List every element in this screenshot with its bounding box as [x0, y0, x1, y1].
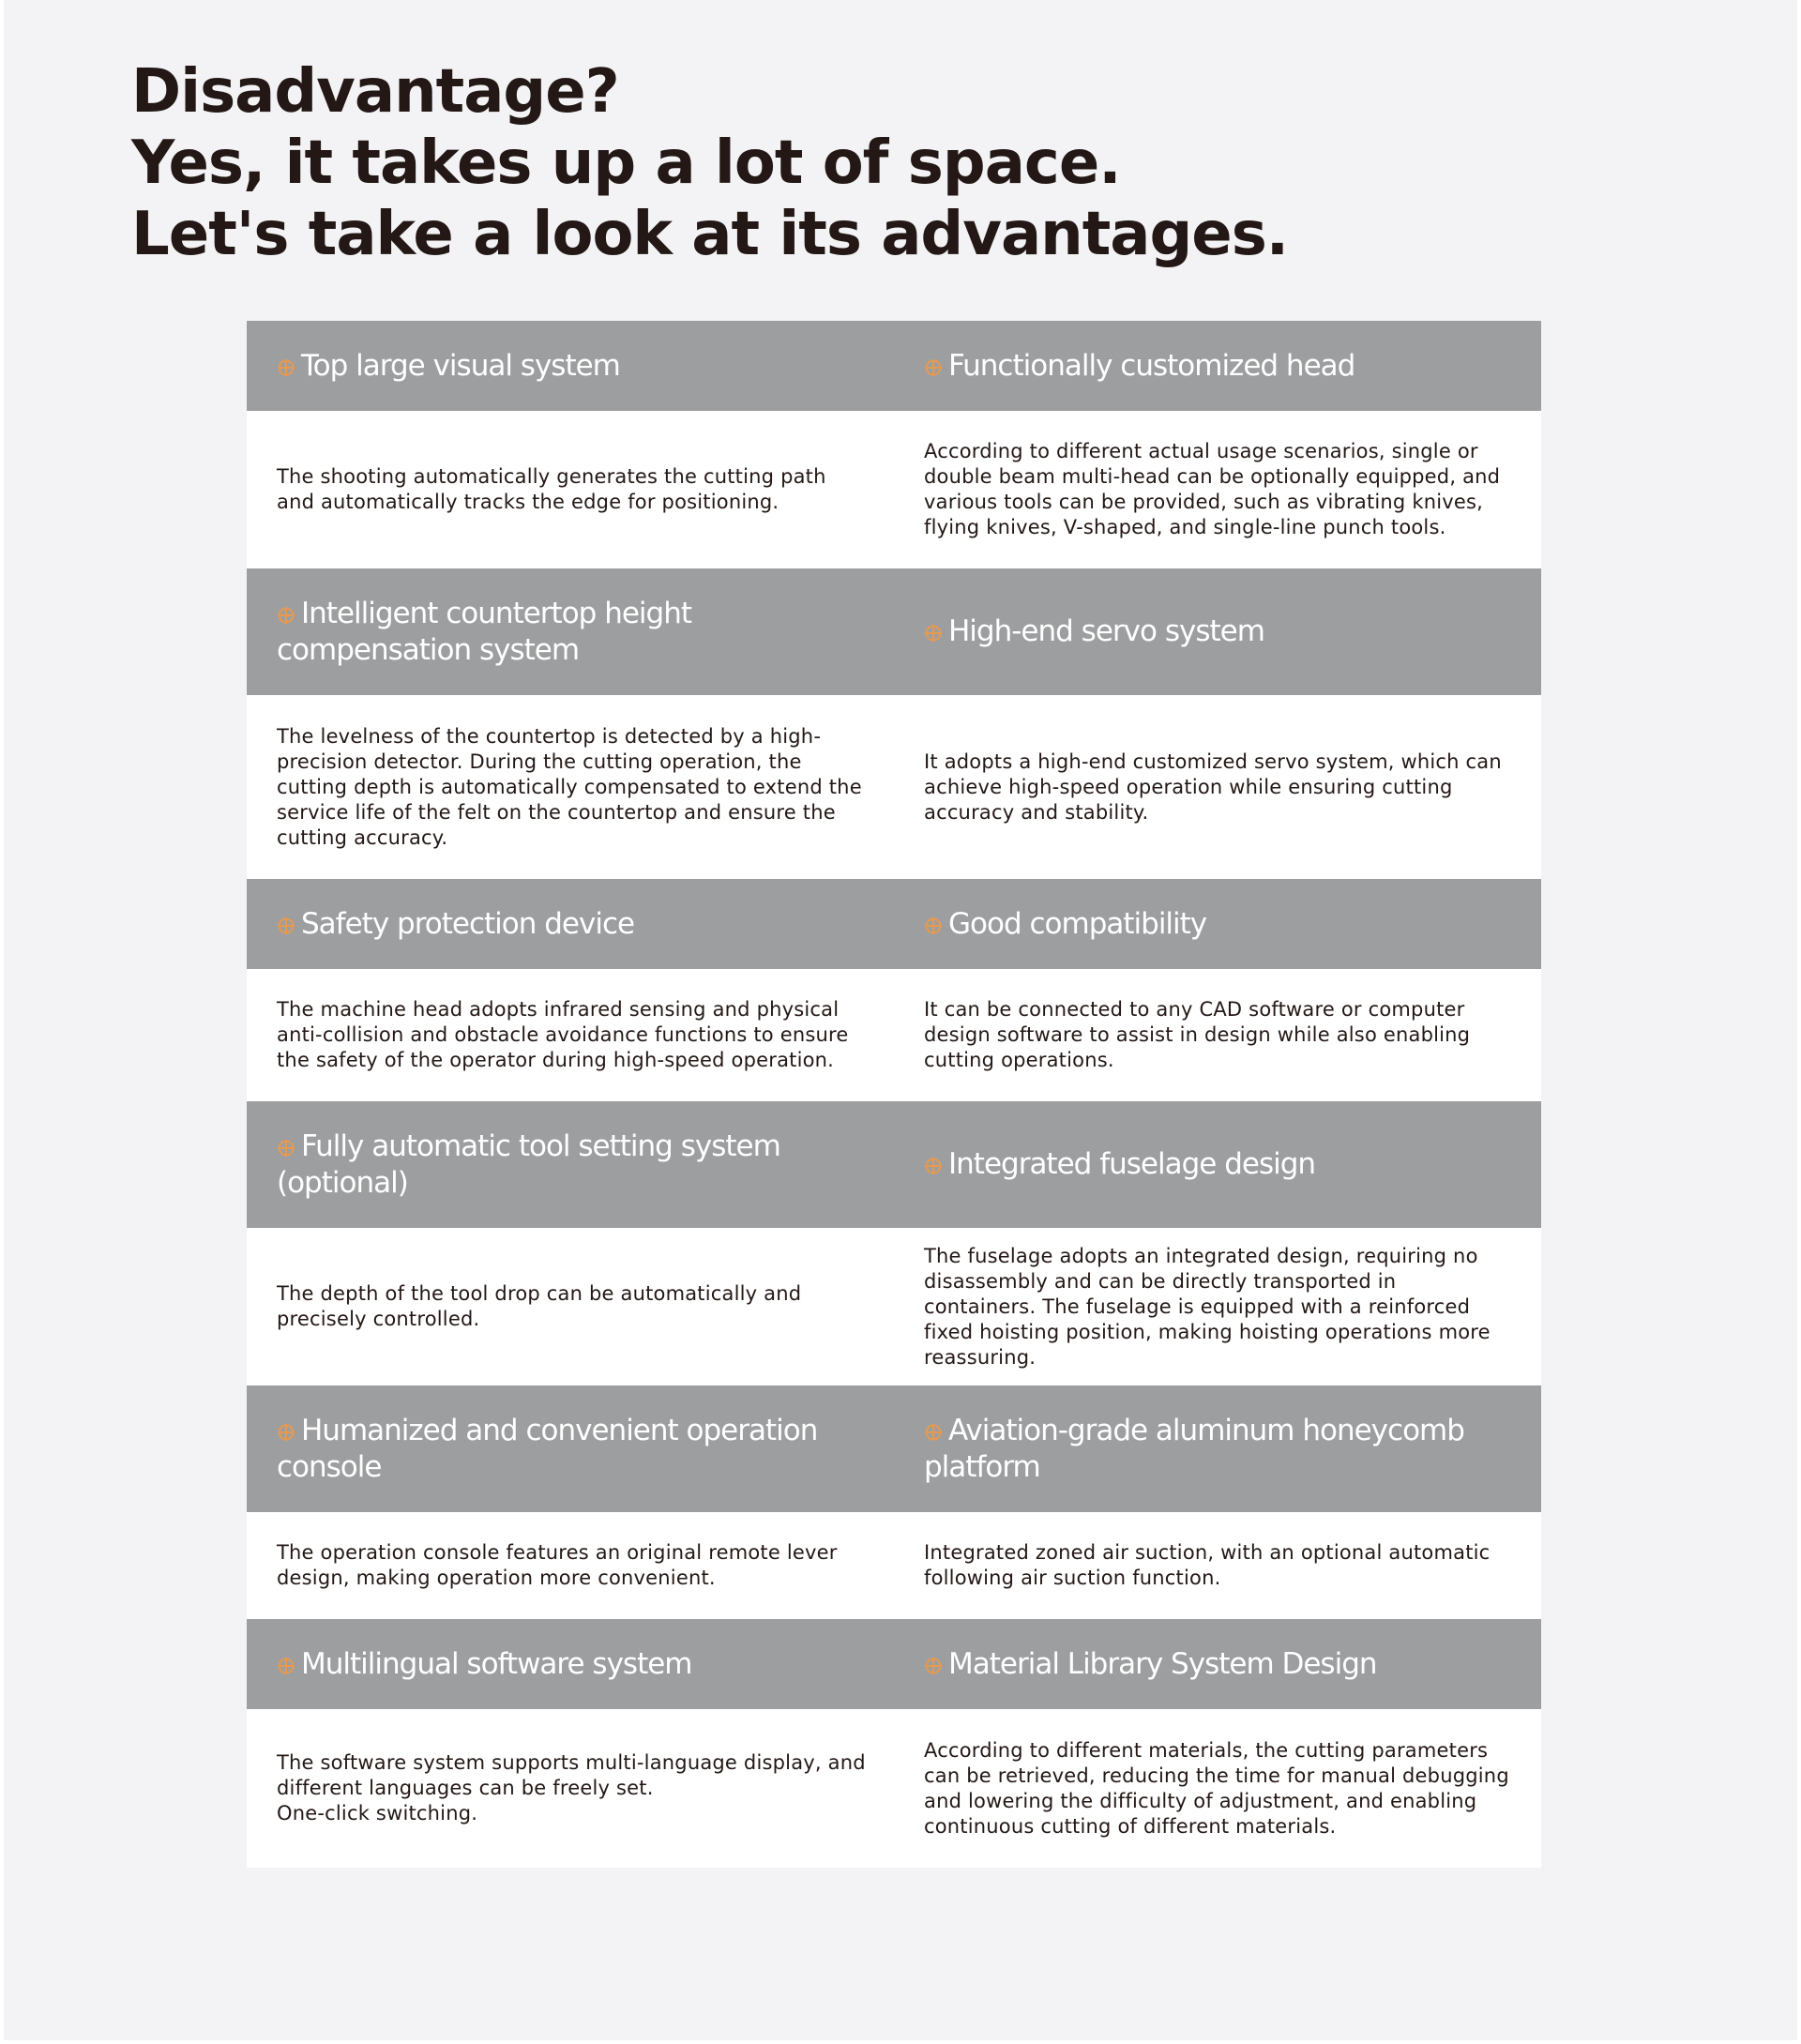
feature-header [894, 1101, 1541, 1228]
feature-title [924, 1413, 1513, 1486]
feature-title-label: Good compatibility [948, 906, 1207, 941]
feature-title [277, 348, 620, 385]
feature-header [247, 1385, 894, 1512]
headline-line-1: Disadvantage? [131, 57, 619, 127]
feature-title [277, 906, 634, 943]
feature-header [247, 879, 894, 969]
target-bullet-icon [924, 1415, 943, 1433]
feature-title-label: Safety protection device [301, 906, 635, 941]
target-bullet-icon [924, 1148, 943, 1167]
feature-title-label: Functionally customized head [948, 348, 1355, 383]
feature-body [894, 1228, 1541, 1385]
target-bullet-icon [924, 615, 943, 634]
feature-header [894, 321, 1541, 411]
feature-title-label: Humanized and convenient operation console [277, 1413, 818, 1484]
feature-title-label: Intelligent countertop height compensation system [277, 596, 692, 667]
feature-header [894, 879, 1541, 969]
feature-header [247, 1619, 894, 1709]
feature-description: The fuselage adopts an integrated design, requiring no disassembly and can be directly transported in containers. The fuselage is equipped with a reinforced fixed hoisting position, making hoisting operations more reassuring. [924, 1244, 1491, 1369]
feature-header [247, 568, 894, 695]
feature-body [247, 411, 894, 568]
feature-header [894, 568, 1541, 695]
feature-title-label: Fully automatic tool setting system (optional) [277, 1128, 780, 1200]
feature-title-label: Top large visual system [301, 348, 620, 383]
feature-description: The machine head adopts infrared sensing and physical anti-collision and obstacle avoidance functions to ensure the safety of the operator during high-speed operation. [277, 998, 849, 1071]
feature-description: The operation console features an original remote lever design, making operation more convenient. [277, 1541, 838, 1589]
target-bullet-icon [277, 1415, 295, 1433]
feature-body [247, 1709, 894, 1868]
headline-line-2: Yes, it takes up a lot of space. [131, 129, 1121, 198]
feature-title [277, 1413, 866, 1486]
feature-description: The shooting automatically generates the cutting path and automatically tracks the edge for positioning. [277, 465, 826, 513]
feature-title [924, 348, 1355, 385]
feature-title [924, 1146, 1315, 1183]
page-headline [131, 56, 1288, 270]
feature-body [894, 969, 1541, 1101]
feature-body [894, 1512, 1541, 1619]
feature-title [924, 906, 1206, 943]
feature-body [894, 695, 1541, 879]
feature-title [277, 596, 866, 669]
feature-header [247, 1101, 894, 1228]
target-bullet-icon [277, 350, 295, 369]
target-bullet-icon [277, 908, 295, 927]
feature-body [894, 411, 1541, 568]
target-bullet-icon [924, 1648, 943, 1667]
feature-description: It can be connected to any CAD software or computer design software to assist in design while also enabling cutting operations. [924, 998, 1471, 1071]
feature-title-label: Integrated fuselage design [948, 1147, 1316, 1181]
feature-title-label: Multilingual software system [301, 1646, 692, 1681]
feature-description: The levelness of the countertop is detected by a high-precision detector. During the cutting operation, the cutting depth is automatically compensated to extend the service life of the felt on the countertop and ensure the cutting accuracy. [277, 724, 862, 849]
feature-body [247, 695, 894, 879]
feature-table [247, 321, 1541, 1868]
feature-header [247, 321, 894, 411]
feature-title-label: Material Library System Design [948, 1646, 1377, 1681]
feature-body [247, 969, 894, 1101]
feature-title [277, 1646, 692, 1683]
feature-description: The depth of the tool drop can be automatically and precisely controlled. [277, 1282, 802, 1330]
feature-header [894, 1619, 1541, 1709]
target-bullet-icon [924, 908, 943, 927]
feature-description: The software system supports multi-language display, and different languages can be freely set. One-click switching. [277, 1751, 866, 1824]
target-bullet-icon [277, 598, 295, 616]
feature-title [924, 1646, 1377, 1683]
feature-description: Integrated zoned air suction, with an optional automatic following air suction function. [924, 1541, 1491, 1589]
feature-body [247, 1512, 894, 1619]
headline-line-3: Let's take a look at its advantages. [131, 200, 1289, 269]
feature-description: According to different materials, the cutting parameters can be retrieved, reducing the time for manual debugging and lowering the difficulty of adjustment, and enabling continuous cutting of different materials. [924, 1738, 1509, 1838]
feature-description: It adopts a high-end customized servo system, which can achieve high-speed operation while ensuring cutting accuracy and stability. [924, 749, 1502, 824]
feature-title [924, 613, 1264, 650]
feature-header [894, 1385, 1541, 1512]
feature-title [277, 1128, 866, 1202]
target-bullet-icon [924, 350, 943, 369]
feature-body [894, 1709, 1541, 1868]
feature-title-label: High-end servo system [948, 614, 1264, 648]
target-bullet-icon [277, 1130, 295, 1149]
target-bullet-icon [277, 1648, 295, 1667]
feature-body [247, 1228, 894, 1385]
feature-description: According to different actual usage scenarios, single or double beam multi-head can be optionally equipped, and various tools can be provided, such as vibrating knives, flying knives, V-shaped, and single-line punch tools. [924, 440, 1501, 538]
feature-title-label: Aviation-grade aluminum honeycomb platform [924, 1413, 1464, 1484]
